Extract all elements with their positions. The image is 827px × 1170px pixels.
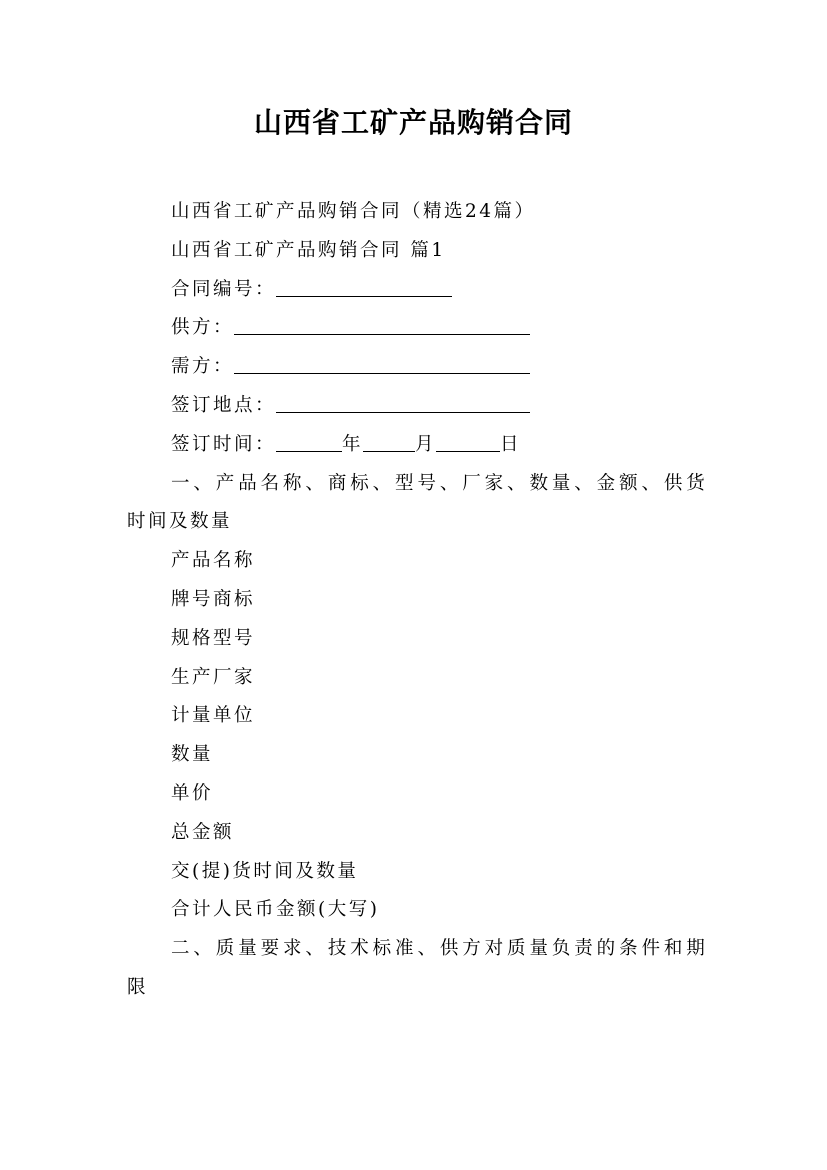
sign-place-field	[127, 387, 707, 426]
item-total-amount: 总金额	[171, 821, 235, 843]
day-label: 日	[500, 433, 522, 455]
document-subtitle: 山西省工矿产品购销合同（精选24篇）	[171, 201, 536, 222]
month-label: 月	[415, 433, 437, 455]
clause-2-line-1: 二、质量要求、技术标准、供方对质量负责的条件和期	[171, 938, 707, 960]
contract-number-label: 合同编号：	[171, 278, 277, 300]
item-product-name: 产品名称	[171, 550, 256, 572]
item-delivery-time: 交(提)货时间及数量	[171, 860, 359, 882]
day-blank[interactable]	[436, 431, 500, 452]
sign-time-field	[127, 426, 707, 465]
supplier-blank[interactable]	[234, 314, 530, 335]
item-total-rmb: 合计人民币金额(大写)	[171, 899, 380, 921]
buyer-label: 需方：	[171, 356, 235, 378]
clause-1-line-2: 时间及数量	[127, 511, 233, 533]
contract-number-blank[interactable]	[276, 276, 452, 297]
clause-2-line-2: 限	[127, 976, 149, 998]
sign-place-label: 签订地点：	[171, 394, 277, 416]
year-blank[interactable]	[276, 431, 342, 452]
supplier-field	[127, 309, 707, 348]
buyer-field	[127, 348, 707, 387]
clause-1-line-1: 一、产品名称、商标、型号、厂家、数量、金额、供货	[171, 472, 707, 494]
contract-number-field	[127, 271, 707, 310]
year-label: 年	[342, 433, 364, 455]
document-title: 山西省工矿产品购销合同	[253, 106, 573, 139]
item-unit: 计量单位	[171, 705, 256, 727]
document-body	[127, 193, 707, 1008]
item-unit-price: 单价	[171, 782, 214, 804]
section-heading: 山西省工矿产品购销合同 篇1	[171, 239, 446, 261]
item-brand-trademark: 牌号商标	[171, 588, 256, 610]
sign-place-blank[interactable]	[276, 392, 530, 413]
sign-time-label: 签订时间：	[171, 433, 277, 455]
buyer-blank[interactable]	[234, 353, 530, 374]
item-spec-model: 规格型号	[171, 627, 256, 649]
month-blank[interactable]	[363, 431, 415, 452]
supplier-label: 供方：	[171, 317, 235, 339]
item-quantity: 数量	[171, 744, 214, 766]
item-manufacturer: 生产厂家	[171, 666, 256, 688]
